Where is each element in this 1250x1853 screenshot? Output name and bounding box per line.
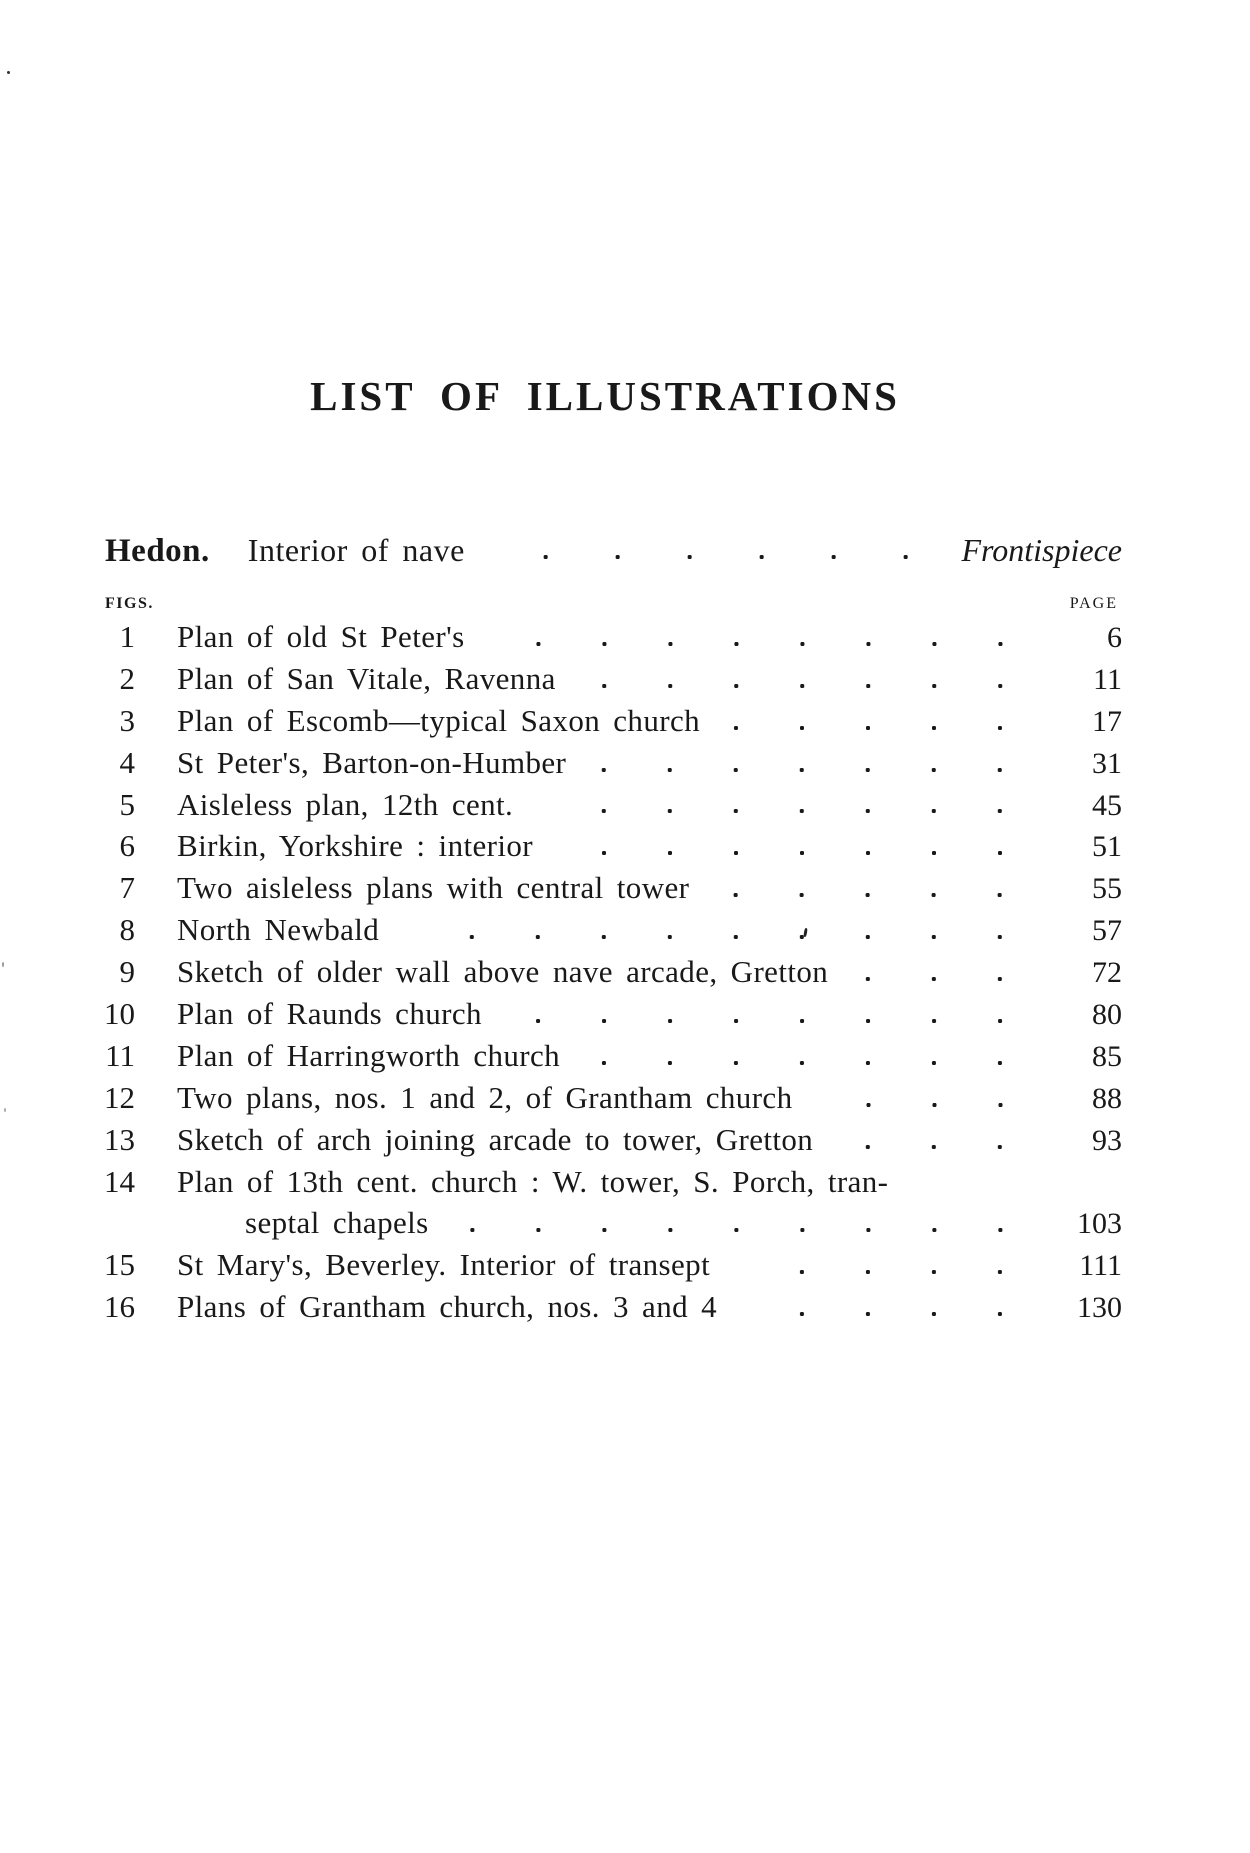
figs-column-header: FIGS. <box>105 595 154 612</box>
dot-leader <box>590 1058 1033 1068</box>
figure-number: 6 <box>119 828 135 864</box>
figure-page-number: 88 <box>1092 1081 1122 1115</box>
figure-number: 16 <box>104 1289 135 1325</box>
figure-caption: Sketch of older wall above nave arcade, Gretton <box>177 954 829 990</box>
figure-entry <box>88 742 1122 784</box>
figure-number: 15 <box>104 1247 135 1283</box>
figure-entry <box>88 1077 1122 1119</box>
dot-leader <box>543 806 1033 816</box>
figure-entry <box>88 867 1122 909</box>
figure-page-number: 6 <box>1107 621 1122 654</box>
figure-entry <box>88 825 1122 867</box>
figure-entry <box>88 1244 1122 1286</box>
dot-leader <box>843 1142 1033 1152</box>
figure-page-number: 85 <box>1092 1039 1122 1073</box>
dot-leader <box>596 765 1033 775</box>
frontispiece-name: Hedon. <box>105 533 210 569</box>
scan-speckle <box>7 71 10 74</box>
figure-page-number: 103 <box>1077 1207 1122 1241</box>
scan-speckle <box>4 1108 6 1112</box>
figure-number: 1 <box>119 619 135 654</box>
figure-entry <box>88 1286 1122 1328</box>
figure-page-number: 45 <box>1092 788 1122 822</box>
frontispiece-row <box>88 528 1122 572</box>
dot-leader <box>409 932 1033 942</box>
dot-leader <box>495 639 1033 649</box>
frontispiece-caption: Interior of nave <box>247 532 465 568</box>
figure-page-number: 130 <box>1077 1291 1122 1325</box>
column-headers <box>88 592 1122 616</box>
dot-leader <box>499 552 942 562</box>
figure-entry <box>88 784 1122 826</box>
figure-caption: North Newbald <box>177 912 380 948</box>
figure-number: 10 <box>104 996 135 1032</box>
figure-caption: Plan of Escomb—typical Saxon church <box>177 702 701 738</box>
figure-entry <box>88 1202 1122 1244</box>
frontispiece-page-label: Frontispiece <box>961 532 1122 568</box>
dot-leader <box>747 1309 1033 1319</box>
dot-leader <box>858 974 1033 984</box>
figure-entry <box>88 616 1122 658</box>
figure-entry <box>88 1161 1122 1203</box>
figure-caption: St Mary's, Beverley. Interior of transept <box>177 1247 711 1283</box>
dot-leader <box>563 848 1033 858</box>
figure-caption: Aisleless plan, 12th cent. <box>177 786 514 822</box>
figure-number: 13 <box>104 1121 135 1157</box>
figure-page-number: 31 <box>1092 746 1122 780</box>
scan-speckle <box>2 962 4 967</box>
figure-page-number: 72 <box>1092 956 1122 990</box>
figure-number: 11 <box>105 1037 135 1073</box>
figure-caption: Plan of San Vitale, Ravenna <box>177 660 556 696</box>
figure-entry <box>88 700 1122 742</box>
figure-number: 4 <box>119 744 135 780</box>
figure-page-number: 57 <box>1092 914 1122 948</box>
dot-leader <box>740 1267 1033 1277</box>
figure-caption: Plan of 13th cent. church : W. tower, S. Porch, tran- <box>177 1163 889 1199</box>
figure-entry <box>88 909 1122 951</box>
figure-page-number: 80 <box>1092 998 1122 1032</box>
figure-page-number: 51 <box>1092 830 1122 864</box>
figure-caption: Sketch of arch joining arcade to tower, Gretton <box>177 1121 814 1157</box>
dot-leader <box>719 890 1033 900</box>
figure-number: 9 <box>119 954 135 990</box>
figure-number: 2 <box>119 660 135 696</box>
figure-caption: Two aisleless plans with central tower <box>177 870 690 906</box>
figure-caption: Plan of old St Peter's <box>177 619 465 654</box>
figure-caption: Two plans, nos. 1 and 2, of Grantham church <box>177 1079 793 1115</box>
figure-number: 5 <box>119 786 135 822</box>
figure-page-number: 111 <box>1079 1249 1122 1283</box>
figure-caption: Plan of Raunds church <box>177 996 482 1032</box>
figure-caption: St Peter's, Barton-on-Humber <box>177 744 567 780</box>
page-title: LIST OF ILLUSTRATIONS <box>310 373 900 419</box>
figure-entry <box>88 1035 1122 1077</box>
figure-page-number: 11 <box>1093 662 1122 696</box>
figure-caption: Plan of Harringworth church <box>177 1037 561 1073</box>
figure-caption: septal chapels <box>245 1205 429 1241</box>
dot-leader <box>730 723 1033 733</box>
figure-entry <box>88 658 1122 700</box>
figure-entry <box>88 993 1122 1035</box>
figure-entry <box>88 1119 1122 1161</box>
figure-list <box>88 616 1122 1328</box>
figure-page-number: 17 <box>1092 704 1122 738</box>
figure-caption: Plans of Grantham church, nos. 3 and 4 <box>177 1289 718 1325</box>
figure-page-number: 55 <box>1092 872 1122 906</box>
figure-entry <box>88 951 1122 993</box>
dot-leader <box>586 681 1033 691</box>
dot-leader <box>459 1225 1033 1235</box>
page-column-header: PAGE <box>1069 595 1118 612</box>
figure-page-number: 93 <box>1092 1123 1122 1157</box>
figure-number: 12 <box>104 1079 135 1115</box>
figure-number: 14 <box>104 1163 135 1199</box>
figure-number: 7 <box>119 870 135 906</box>
figure-number: 8 <box>119 912 135 948</box>
dot-leader <box>512 1016 1033 1026</box>
figure-number: 3 <box>119 702 135 738</box>
figure-caption: Birkin, Yorkshire : interior <box>177 828 533 864</box>
dot-leader <box>823 1100 1034 1110</box>
